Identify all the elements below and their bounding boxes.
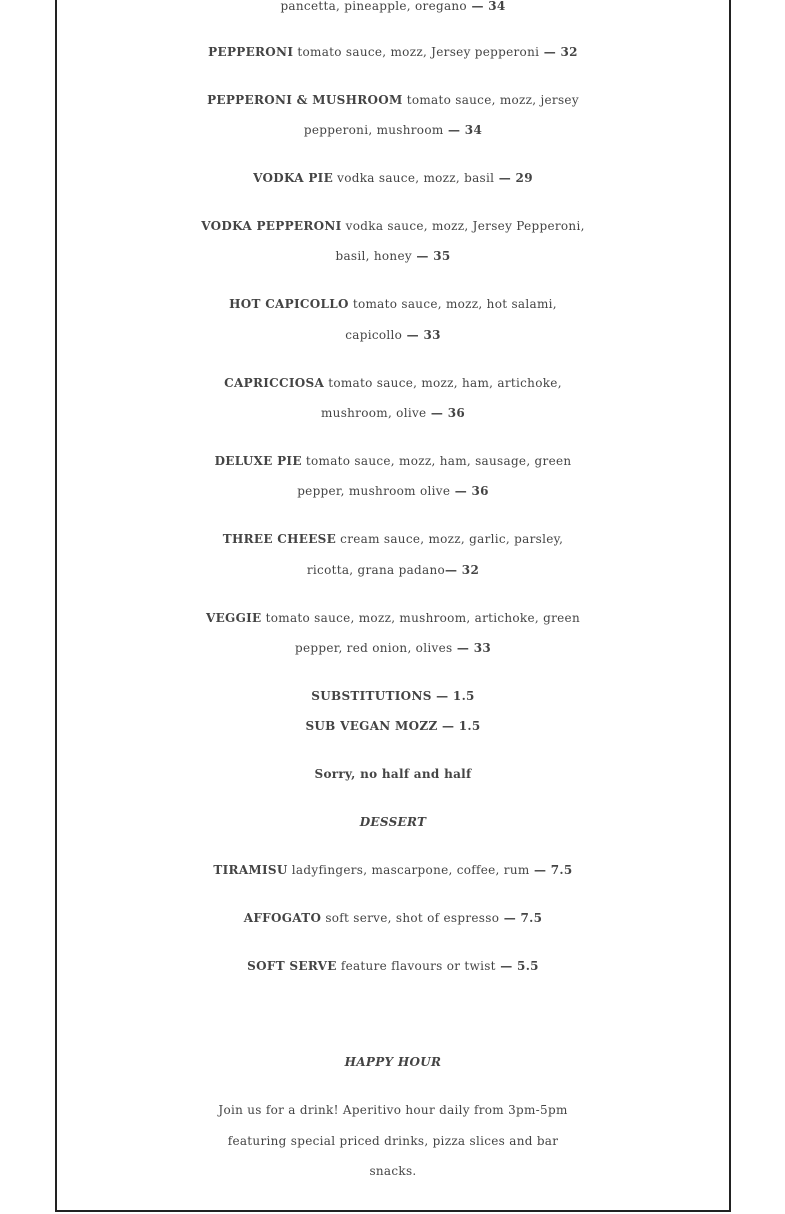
menu-item-vodka-pie: VODKA PIE vodka sauce, mozz, basil — 29 <box>253 171 533 185</box>
dessert-item-tiramisu: TIRAMISU ladyfingers, mascarpone, coffee, rum — 7.5 <box>213 863 573 877</box>
menu-item-veggie: VEGGIE tomato sauce, mozz, mushroom, artichoke, green <box>205 611 580 625</box>
menu-item-hot-capicollo-cont: capicollo — 33 <box>345 328 441 342</box>
happy-hour-text-1: Join us for a drink! Aperitivo hour daily from 3pm-5pm <box>218 1103 568 1117</box>
menu-item-deluxe-pie: DELUXE PIE tomato sauce, mozz, ham, sausage, green <box>214 454 572 468</box>
menu-item-capricciosa: CAPRICCIOSA tomato sauce, mozz, ham, artichoke, <box>224 376 562 390</box>
happy-hour-text-3: snacks. <box>369 1164 417 1178</box>
menu-item-capricciosa-cont: mushroom, olive — 36 <box>320 406 466 420</box>
dessert-item-soft-serve: SOFT SERVE feature flavours or twist — 5.5 <box>247 959 539 973</box>
menu-item-deluxe-pie-cont: pepper, mushroom olive — 36 <box>297 484 489 498</box>
half-and-half-note: Sorry, no half and half <box>314 767 472 781</box>
menu-item-hot-capicollo: HOT CAPICOLLO tomato sauce, mozz, hot salami, <box>229 297 557 311</box>
menu-item-veggie-cont: pepper, red onion, olives — 33 <box>294 641 491 655</box>
menu-item-pepperoni-mushroom: PEPPERONI & MUSHROOM tomato sauce, mozz, jersey <box>207 93 579 107</box>
menu-item-vodka-pepperoni-cont: basil, honey — 35 <box>335 249 451 263</box>
menu-item-pepperoni: PEPPERONI tomato sauce, mozz, Jersey pepperoni — 32 <box>208 45 578 59</box>
menu-item-three-cheese: THREE CHEESE cream sauce, mozz, garlic, parsley, <box>222 532 564 546</box>
happy-hour-text-2: featuring special priced drinks, pizza slices and bar <box>227 1134 559 1148</box>
dessert-item-affogato: AFFOGATO soft serve, shot of espresso — 7.5 <box>243 911 543 925</box>
menu-line-1: pancetta, pineapple, oregano — 34 <box>280 0 506 13</box>
substitutions-note: SUBSTITUTIONS — 1.5 <box>311 689 475 703</box>
menu-item-vodka-pepperoni: VODKA PEPPERONI vodka sauce, mozz, Jersey Pepperoni, <box>201 219 585 233</box>
sub-vegan-mozz-note: SUB VEGAN MOZZ — 1.5 <box>305 719 481 733</box>
dessert-heading: DESSERT <box>359 815 427 829</box>
menu-item-pepperoni-mushroom-cont: pepperoni, mushroom — 34 <box>303 123 483 137</box>
menu-item-three-cheese-cont: ricotta, grana padano— 32 <box>306 563 480 577</box>
happy-hour-heading: HAPPY HOUR <box>344 1055 442 1069</box>
